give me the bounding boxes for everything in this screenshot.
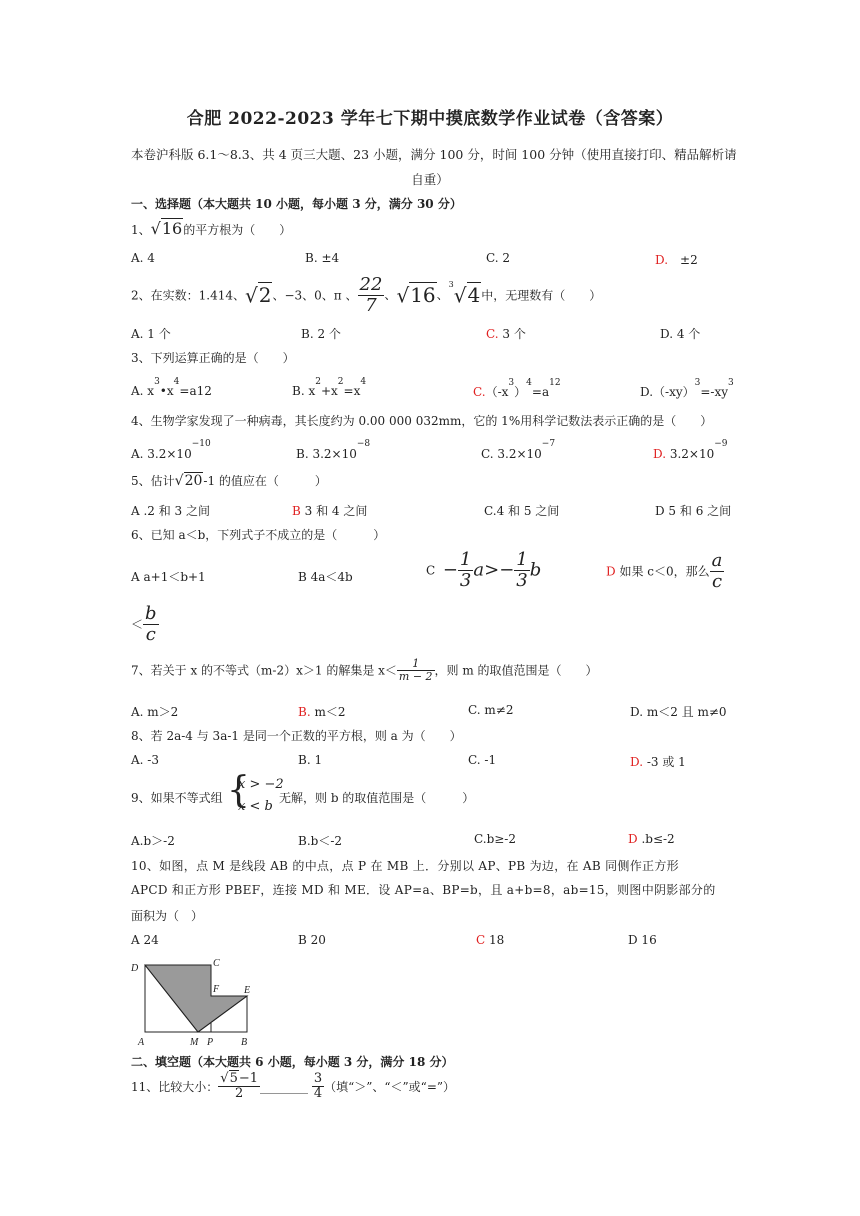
q10-option-c: C 18 [476,933,505,947]
q6-option-b: B 4a＜4b [298,570,353,584]
page-title: 合肥 2022-2023 学年七下期中摸底数学作业试卷（含答案） [186,109,674,129]
q8-option-a: A. -3 [131,753,159,767]
q2-r3: 4 [467,283,481,308]
q2-suffix: 中，无理数有（ ） [481,288,602,303]
question-4-stem: 4、生物学家发现了一种病毒，其长度约为 0.00 000 032mm，它的 1%用科学记数法表示正确的是（ ） [131,414,713,428]
label-e: E [244,985,251,996]
q1-option-c: C. 2 [486,251,511,265]
question-1 [131,219,291,238]
q8-option-d: D. -3 或 1 [630,755,686,769]
sqrt-16: √16 [150,219,183,238]
q8-option-c: C. -1 [468,753,497,767]
question-5: 5、估计√20-1 的值应在（ ） [131,473,327,489]
sqrt-20: √20 [174,473,203,489]
q5-option-a: A .2 和 3 之间 [131,504,211,518]
sqrt-2: √2 [245,283,272,308]
label-c: C [213,958,220,969]
label-f: F [213,984,220,995]
q2-option-c: C. 3 个 [486,327,526,341]
q3-option-c: $C.(-x^3)^4=a^{12}$ [473,378,561,399]
q4-option-a: A. $3.2\times 10^{-10}$ [131,439,211,461]
q8-option-b: B. 1 [298,753,323,767]
q2-frac-den: 7 [365,294,377,316]
label-p: P [207,1037,214,1048]
question-11: 11、比较大小： $\frac{√5-1}{2}$ ________ $\frac{3}{4}$ （填“＞”、“＜”或“=”） [131,1071,456,1102]
label-a: A [138,1037,145,1048]
q1-option-d-value: ±2 [680,253,698,267]
q6-option-a: A a+1＜b+1 [131,570,206,584]
q7-option-d: D. m＜2 且 m≠0 [630,705,727,719]
q6-option-d-cont: ＜ $\frac{b}{c}$ [131,603,157,645]
q1-stem: 的平方根为（ ） [183,223,292,237]
question-10-line-1: 10、如图，点 M 是线段 AB 的中点，点 P 在 MB 上．分别以 AP、PB 为边，在 AB 同侧作正方形 [131,859,679,873]
intro-line-2: 自重） [411,172,449,187]
q2-cube-index: 3 [448,280,454,289]
q2-mid: 、−3、0、π 、 [272,288,358,303]
q4-option-b: B. $3.2\times 10^{-8}$ [296,439,371,461]
q3-option-b: B. $x^2+x^2=x^4$ [292,377,367,398]
label-d: D [131,963,139,974]
q5-option-d: D 5 和 6 之间 [655,504,732,518]
q1-answer-letter: D. [655,253,669,267]
question-10-line-2: APCD 和正方形 PBEF，连接 MD 和 ME．设 AP=a、BP=b，且 a+b=8，ab=15，则图中阴影部分的 [131,883,716,897]
question-8-stem: 8、若 2a-4 与 3a-1 是同一个正数的平方根，则 a 为（ ） [131,729,462,743]
q10-option-d: D 16 [628,933,657,947]
question-10-line-3: 面积为（ ） [131,909,204,923]
q2-option-b: B. 2 个 [301,327,341,341]
label-b: B [241,1037,248,1048]
intro-line-1: 本卷沪科版 6.1～8.3、共 4 页三大题、23 小题，满分 100 分，时间 100 分钟（使用直接打印、精品解析请 [131,147,737,162]
q9-option-d: D .b≤-2 [628,832,675,846]
q10-squares-figure [128,958,260,1048]
q10-option-a: A 24 [131,933,159,947]
q4-option-c: C. $3.2\times 10^{-7}$ [481,439,556,461]
q4-option-d: D. $3.2\times 10^{-9}$ [653,439,728,461]
question-2: 2、在实数：1.414、√2、−3、0、π 、 $\frac{22}{7}$ 、√16、$^3$√4中，无理数有（ ） [131,274,602,316]
q1-number: 1、 [131,223,151,237]
q2-option-d: D. 4 个 [660,327,701,341]
q9-option-c: C.b≥-2 [474,832,516,846]
question-7: 7、若关于 x 的不等式（m-2）x＞1 的解集是 x＜ $\frac{1}{m - 2}$ ，则 m 的取值范围是（ ） [131,657,598,684]
q3-option-d: $D.(-xy)^3=-xy^3$ [640,378,734,399]
q9-option-b: B.b＜-2 [298,834,343,848]
q2-r2: 16 [410,283,436,308]
question-6-stem: 6、已知 a＜b，下列式子不成立的是（ ） [131,528,386,542]
q3-option-a: A. $x^3•x^4=a12$ [131,377,212,398]
q1-radicand: 16 [161,219,183,238]
q7-option-c: C. m≠2 [468,703,514,717]
q7-option-b: B. m＜2 [298,705,346,719]
q9-option-a: A.b＞-2 [131,834,175,848]
q7-option-a: A. m＞2 [131,705,179,719]
sqrt-16-b: √16 [396,283,436,308]
fraction-22-7 [358,275,385,316]
q1-option-b: B. ±4 [305,251,340,265]
label-m: M [190,1037,199,1048]
q2-r1: 2 [258,283,272,308]
shaded-region [145,965,247,1032]
q5-option-b: B 3 和 4 之间 [292,504,368,518]
q5-option-c: C.4 和 5 之间 [484,504,560,518]
question-3-stem: 3、下列运算正确的是（ ） [131,351,295,365]
q6-option-d: D 如果 c＜0，那么 $\frac{a}{c}$ [606,550,723,592]
section-1-heading: 一、选择题（本大题共 10 小题，每小题 3 分，满分 30 分） [131,197,462,211]
q2-frac-num: 22 [359,274,383,295]
q2-prefix: 2、在实数：1.414、 [131,288,245,303]
q2-option-a: A. 1 个 [131,327,171,341]
q1-option-a: A. 4 [131,251,155,265]
cbrt-4: √4 [453,283,481,308]
section-2-heading: 二、填空题（本大题共 6 小题，每小题 3 分，满分 18 分） [131,1055,454,1069]
q10-option-b: B 20 [298,933,326,947]
q6-option-c: C − $\frac{1}{3}$ a>− $\frac{1}{3}$ b [426,549,542,591]
q1-option-d [655,251,698,268]
